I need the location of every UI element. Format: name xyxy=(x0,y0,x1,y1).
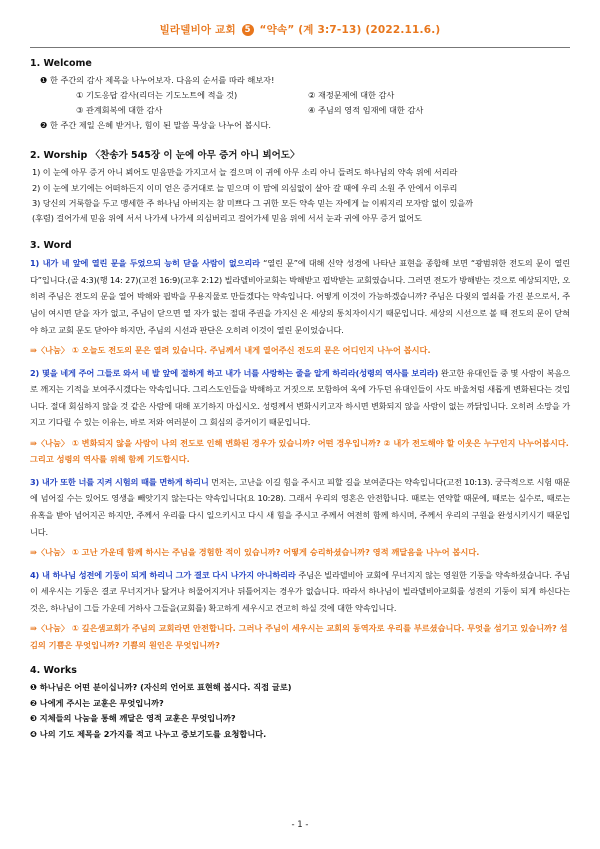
title-church: 빌라델비아 교회 xyxy=(159,24,236,36)
lyric-line: 2) 이 눈에 보기에는 어떠하든지 이미 얻은 증거대로 늘 믿으며 이 맘에 의심없이 살아 갈 때에 우리 소원 주 안에서 이루리 xyxy=(32,182,458,193)
sharing-question-2: ⇛〈나눔〉 ① 변화되지 않을 사람이 나의 전도로 인해 변화된 경우가 있습니까? 어떤 경우입니까? ② 내가 전도해야 할 이웃은 누구인지 나누어봅시다. 그리고 성령의 역사를 위해 함께 기도합시다. xyxy=(30,437,569,465)
point-3-body: 먼저는, 고난을 이길 힘을 주시고 피할 길을 보여준다는 약속입니다(고전 10:13). 궁극적으로 시험 때문에 넘어질 수는 있어도 영생을 빼앗기지 않는다는 약속입니다(요 10:28). 그래서 우리의 영혼은 안전합니다. 때로는 연약할 때문에, 때로는 실수로, 때로는 유혹을 받아 넘어지곤 하지만, 주께서 우리를 다시 일으키시고 다시 새 힘을 주시고 주께서 여전히 함께 하시며, 주께서 우리의 구원을 완성시키시기 때문입니다. xyxy=(30,476,571,537)
point-1-body: “열린 문”에 대해 신약 성경에 나타난 표현을 종합해 보면 “광범위한 전도의 문이 열린다”입니다.(골 4:3)(행 14: 27)(고전 16:9)(고후 2:12) 빌라델비아교회는 박해받고 핍박받는 교회였습니다. 그러면 전도가 방해받는 것으로 예상되지만, 오히려 주님은 전도의 문을 열어 박해와 핍박을 무용지물로 만들겠다는 약속입니다. 어떻게 이것이 가능하겠습니까? 주님은 다윗의 열쇠를 가진 분으로서, 주님이 여시면 닫을 자가 없고, 주님이 닫으면 열 자가 없는 절대 주권을 가지신 온 세상의 통치자이시기 때문입니다. 세상의 시선으로 볼 때 전도의 문이 닫혀야 하고 교회 문도 닫아야 하지만, 주님의 시선과 판단은 오히려 이것이 열린 문이었습니다. xyxy=(30,258,570,335)
works-item: ❶ 하나님은 어떤 분이십니까? (자신의 언어로 표현해 봅시다. 직접 글로) xyxy=(30,682,292,693)
worship-lyrics xyxy=(30,165,570,226)
works-list xyxy=(30,680,570,742)
point-3-verse: 3) 내가 또한 너를 지켜 시험의 때를 면하게 하리니 xyxy=(30,476,209,487)
word-point-3 xyxy=(30,474,570,540)
sharing-question-4: ⇛〈나눔〉 ① 깊은샘교회가 주님의 교회라면 안전합니다. 그러나 주님이 세우시는 교회의 동역자로 우리를 부르셨습니다. 무엇을 섬기고 있습니까? 섬김의 기쁨은 무엇입니까? 기쁨의 원인은 무엇입니까? xyxy=(30,623,568,650)
word-point-4 xyxy=(30,567,570,617)
worship-heading: 2. Worship 〈찬송가 545장 이 눈에 아무 증거 아니 뵈어도〉 xyxy=(30,150,300,162)
point-1-verse: 1) 내가 네 앞에 열린 문을 두었으되 능히 닫을 사람이 없으리라 xyxy=(30,258,260,269)
welcome-line-1: ❶ 한 주간의 감사 제목을 나누어보자. 다음의 순서를 따라 해보자! xyxy=(40,75,275,85)
welcome-item: ② 재정문제에 대한 감사 xyxy=(308,90,395,100)
welcome-item: ④ 주님의 영적 임재에 대한 감사 xyxy=(308,105,424,116)
works-item: ❸ 지체들의 나눔을 통해 깨달은 영적 교훈은 무엇입니까? xyxy=(30,713,236,724)
page-title xyxy=(30,0,570,37)
word-heading: 3. Word xyxy=(30,240,72,252)
sharing-question-3: ⇛〈나눔〉 ① 고난 가운데 함께 하시는 주님을 경험한 적이 있습니까? 어떻게 승리하셨습니까? 영적 깨달음을 나누어 봅시다. xyxy=(30,547,480,558)
welcome-item: ① 기도응답 감사(리더는 기도노트에 적을 것) xyxy=(76,90,238,100)
lesson-number-badge: 5 xyxy=(242,24,254,36)
lyric-line: 3) 당신의 거룩함을 두고 맹세한 주 하나님 아버지는 참 미쁘다 그 귀한 모든 약속 믿는 자에게 늘 이뤄지리 모자람 없이 있을까 xyxy=(32,197,473,208)
lyric-line: 1) 이 눈에 아무 증거 아니 뵈어도 믿음만을 가지고서 늘 걸으며 이 귀에 아무 소리 아니 들려도 하나님의 약속 위에 서리라 xyxy=(32,167,458,178)
point-2-body: 완고한 유대인들 중 몇 사람이 복음으로 깨지는 기적을 보여주시겠다는 약속입니다. 그리스도인들을 박해하고 거짓으로 모함하여 옥에 가두던 유대인들이 사도 바울처럼 새롭게 변화된다는 것입니다. 절대 회심하지 않을 것 같은 사람에 대해 포기하지 마십시오. 성령께서 변화시키고자 하시면 변화되지 않을 사람이 없는 까닭입니다. 오히려 소망을 가지고 기다릴 수 있는 이유는, 바로 저와 여러분이 그 회심의 증거이기 때문입니다. xyxy=(30,367,570,428)
welcome-heading: 1. Welcome xyxy=(30,58,92,69)
welcome-line-2: ❷ 한 주간 제일 은혜 받거나, 힘이 된 말씀 묵상을 나누어 봅시다. xyxy=(40,120,271,131)
works-item: ❹ 나의 기도 제목을 2가지를 적고 나누고 중보기도를 요청합니다. xyxy=(30,728,267,739)
word-point-2 xyxy=(30,365,570,431)
lyric-line: (후렴) 걸어가세 믿음 위에 서서 나가세 나가세 의심버리고 걸어가세 믿음 위에 서서 눈과 귀에 아무 증거 없어도 xyxy=(32,213,422,224)
point-4-body: 주님은 빌라델비아 교회에 무너지지 않는 영원한 기둥을 약속하셨습니다. 주님이 세우시는 기둥은 결코 무너지거나 닳거나 허물어지거나 뒤틀어지는 경우가 없습니다. 따라서 하나님이 빌라델비아교회를 성전의 기둥이 되게 하신다는 것은, 하나님이 그들 가운데 거하사 그들을(교회를) 확고하게 세우시고 견고히 하실 것에 대한 약속입니다. xyxy=(30,569,571,613)
point-4-verse: 4) 내 하나님 성전에 기둥이 되게 하리니 그가 결코 다시 나가지 아니하리라 xyxy=(30,569,296,580)
welcome-items-row-2 xyxy=(30,103,570,118)
title-subject: “약속” (계 3:7-13) (2022.11.6.) xyxy=(259,24,441,36)
works-item: ❷ 나에게 주시는 교훈은 무엇입니까? xyxy=(30,697,164,708)
welcome-items-row-1 xyxy=(30,88,570,103)
sharing-question-1: ⇛〈나눔〉 ① 오늘도 전도의 문은 열려 있습니다. 주님께서 내게 열어주신 전도의 문은 어디인지 나누어 봅시다. xyxy=(30,345,431,356)
works-heading: 4. Works xyxy=(30,665,77,677)
point-2-verse: 2) 몇을 네게 주어 그들로 와서 네 발 앞에 절하게 하고 내가 너를 사랑하는 줄을 알게 하리라(성령의 역사를 보리라) xyxy=(30,367,439,378)
welcome-item: ③ 관계회복에 대한 감사 xyxy=(76,105,163,116)
page-number: - 1 - xyxy=(291,820,309,830)
word-point-1 xyxy=(30,255,570,338)
title-divider xyxy=(30,47,570,48)
